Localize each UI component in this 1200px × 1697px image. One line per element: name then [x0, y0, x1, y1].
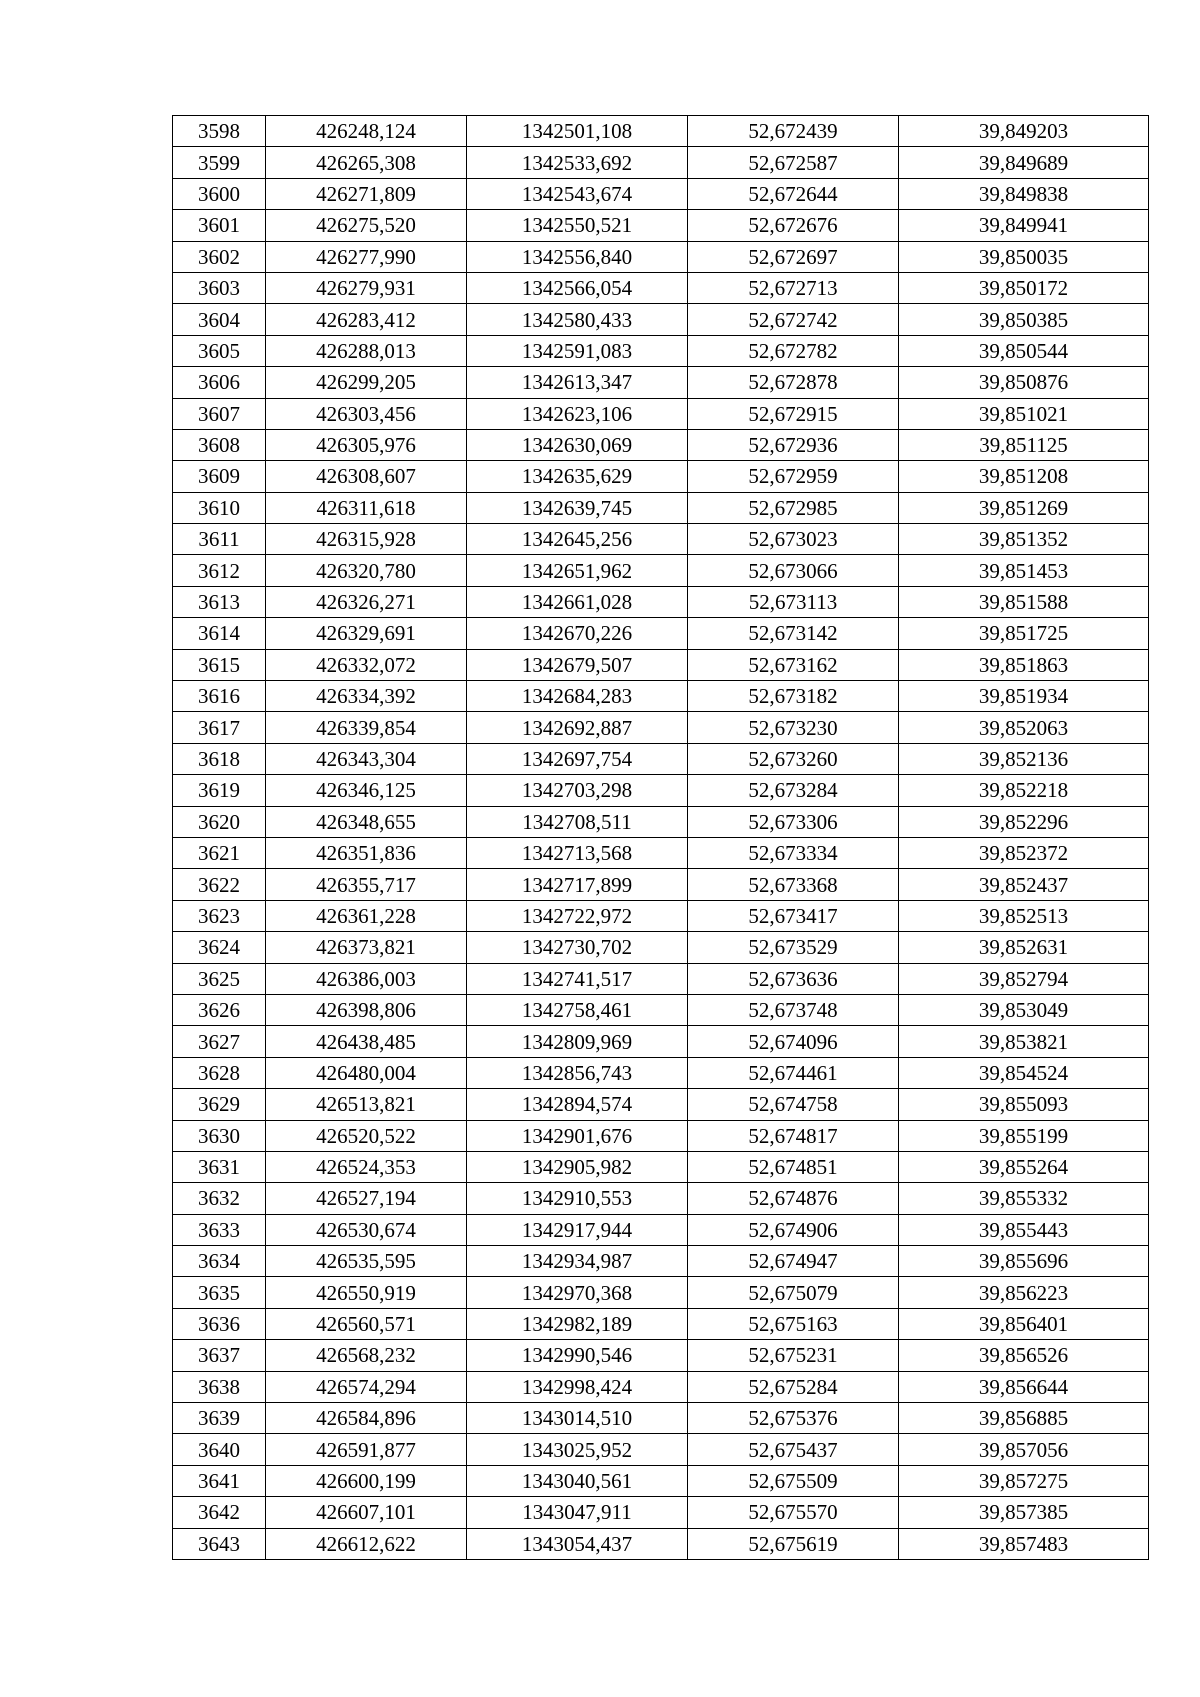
latitude-cell: 52,674758: [688, 1089, 899, 1120]
point-number-cell: 3641: [173, 1465, 266, 1496]
x-coordinate-cell: 426315,928: [266, 524, 467, 555]
longitude-cell: 39,852296: [899, 806, 1149, 837]
latitude-cell: 52,674096: [688, 1026, 899, 1057]
x-coordinate-cell: 426329,691: [266, 618, 467, 649]
longitude-cell: 39,850544: [899, 335, 1149, 366]
table-row: [173, 147, 1149, 178]
x-coordinate-cell: 426339,854: [266, 712, 467, 743]
point-number-cell: 3626: [173, 994, 266, 1025]
point-number-cell: 3622: [173, 869, 266, 900]
table-row: [173, 524, 1149, 555]
table-row: [173, 304, 1149, 335]
point-number-cell: 3602: [173, 241, 266, 272]
latitude-cell: 52,673142: [688, 618, 899, 649]
table-row: [173, 398, 1149, 429]
table-row: [173, 1246, 1149, 1277]
y-coordinate-cell: 1342635,629: [467, 461, 688, 492]
longitude-cell: 39,856644: [899, 1371, 1149, 1402]
y-coordinate-cell: 1342703,298: [467, 775, 688, 806]
point-number-cell: 3621: [173, 837, 266, 868]
table-row: [173, 963, 1149, 994]
latitude-cell: 52,675231: [688, 1340, 899, 1371]
latitude-cell: 52,672439: [688, 116, 899, 147]
y-coordinate-cell: 1342901,676: [467, 1120, 688, 1151]
y-coordinate-cell: 1342679,507: [467, 649, 688, 680]
latitude-cell: 52,673182: [688, 681, 899, 712]
x-coordinate-cell: 426308,607: [266, 461, 467, 492]
y-coordinate-cell: 1342998,424: [467, 1371, 688, 1402]
longitude-cell: 39,849203: [899, 116, 1149, 147]
y-coordinate-cell: 1343047,911: [467, 1497, 688, 1528]
longitude-cell: 39,851208: [899, 461, 1149, 492]
y-coordinate-cell: 1342910,553: [467, 1183, 688, 1214]
table-row: [173, 1089, 1149, 1120]
latitude-cell: 52,673023: [688, 524, 899, 555]
latitude-cell: 52,673334: [688, 837, 899, 868]
x-coordinate-cell: 426279,931: [266, 272, 467, 303]
latitude-cell: 52,673368: [688, 869, 899, 900]
point-number-cell: 3608: [173, 429, 266, 460]
y-coordinate-cell: 1342970,368: [467, 1277, 688, 1308]
longitude-cell: 39,852063: [899, 712, 1149, 743]
longitude-cell: 39,851453: [899, 555, 1149, 586]
longitude-cell: 39,849689: [899, 147, 1149, 178]
longitude-cell: 39,851588: [899, 586, 1149, 617]
point-number-cell: 3612: [173, 555, 266, 586]
x-coordinate-cell: 426277,990: [266, 241, 467, 272]
x-coordinate-cell: 426560,571: [266, 1308, 467, 1339]
point-number-cell: 3642: [173, 1497, 266, 1528]
point-number-cell: 3624: [173, 932, 266, 963]
x-coordinate-cell: 426311,618: [266, 492, 467, 523]
y-coordinate-cell: 1342556,840: [467, 241, 688, 272]
x-coordinate-cell: 426248,124: [266, 116, 467, 147]
table-row: [173, 586, 1149, 617]
x-coordinate-cell: 426346,125: [266, 775, 467, 806]
latitude-cell: 52,673230: [688, 712, 899, 743]
point-number-cell: 3601: [173, 210, 266, 241]
longitude-cell: 39,855332: [899, 1183, 1149, 1214]
y-coordinate-cell: 1342990,546: [467, 1340, 688, 1371]
latitude-cell: 52,673748: [688, 994, 899, 1025]
x-coordinate-cell: 426524,353: [266, 1151, 467, 1182]
table-row: [173, 1371, 1149, 1402]
table-row: [173, 1434, 1149, 1465]
y-coordinate-cell: 1342809,969: [467, 1026, 688, 1057]
y-coordinate-cell: 1342623,106: [467, 398, 688, 429]
table-row: [173, 555, 1149, 586]
y-coordinate-cell: 1342591,083: [467, 335, 688, 366]
point-number-cell: 3598: [173, 116, 266, 147]
x-coordinate-cell: 426530,674: [266, 1214, 467, 1245]
longitude-cell: 39,851269: [899, 492, 1149, 523]
longitude-cell: 39,849941: [899, 210, 1149, 241]
point-number-cell: 3643: [173, 1528, 266, 1559]
x-coordinate-cell: 426527,194: [266, 1183, 467, 1214]
latitude-cell: 52,673284: [688, 775, 899, 806]
table-row: [173, 1465, 1149, 1496]
latitude-cell: 52,672878: [688, 367, 899, 398]
longitude-cell: 39,856885: [899, 1403, 1149, 1434]
longitude-cell: 39,851021: [899, 398, 1149, 429]
x-coordinate-cell: 426305,976: [266, 429, 467, 460]
longitude-cell: 39,850035: [899, 241, 1149, 272]
x-coordinate-cell: 426612,622: [266, 1528, 467, 1559]
y-coordinate-cell: 1342533,692: [467, 147, 688, 178]
point-number-cell: 3640: [173, 1434, 266, 1465]
y-coordinate-cell: 1342670,226: [467, 618, 688, 649]
longitude-cell: 39,856223: [899, 1277, 1149, 1308]
table-row: [173, 649, 1149, 680]
latitude-cell: 52,673636: [688, 963, 899, 994]
latitude-cell: 52,674906: [688, 1214, 899, 1245]
x-coordinate-cell: 426520,522: [266, 1120, 467, 1151]
latitude-cell: 52,673066: [688, 555, 899, 586]
x-coordinate-cell: 426568,232: [266, 1340, 467, 1371]
longitude-cell: 39,849838: [899, 178, 1149, 209]
point-number-cell: 3635: [173, 1277, 266, 1308]
point-number-cell: 3609: [173, 461, 266, 492]
x-coordinate-cell: 426299,205: [266, 367, 467, 398]
table-body: [173, 116, 1149, 1560]
y-coordinate-cell: 1342566,054: [467, 272, 688, 303]
table-row: [173, 241, 1149, 272]
y-coordinate-cell: 1342982,189: [467, 1308, 688, 1339]
y-coordinate-cell: 1342758,461: [467, 994, 688, 1025]
point-number-cell: 3604: [173, 304, 266, 335]
point-number-cell: 3629: [173, 1089, 266, 1120]
point-number-cell: 3639: [173, 1403, 266, 1434]
table-row: [173, 116, 1149, 147]
table-row: [173, 932, 1149, 963]
y-coordinate-cell: 1342550,521: [467, 210, 688, 241]
y-coordinate-cell: 1342645,256: [467, 524, 688, 555]
point-number-cell: 3614: [173, 618, 266, 649]
x-coordinate-cell: 426607,101: [266, 1497, 467, 1528]
point-number-cell: 3623: [173, 900, 266, 931]
table-row: [173, 1308, 1149, 1339]
longitude-cell: 39,851863: [899, 649, 1149, 680]
table-row: [173, 618, 1149, 649]
point-number-cell: 3625: [173, 963, 266, 994]
x-coordinate-cell: 426275,520: [266, 210, 467, 241]
latitude-cell: 52,675509: [688, 1465, 899, 1496]
y-coordinate-cell: 1342651,962: [467, 555, 688, 586]
latitude-cell: 52,673260: [688, 743, 899, 774]
x-coordinate-cell: 426361,228: [266, 900, 467, 931]
point-number-cell: 3599: [173, 147, 266, 178]
latitude-cell: 52,673529: [688, 932, 899, 963]
x-coordinate-cell: 426332,072: [266, 649, 467, 680]
latitude-cell: 52,672587: [688, 147, 899, 178]
longitude-cell: 39,855093: [899, 1089, 1149, 1120]
latitude-cell: 52,672959: [688, 461, 899, 492]
y-coordinate-cell: 1342630,069: [467, 429, 688, 460]
point-number-cell: 3634: [173, 1246, 266, 1277]
table-row: [173, 1214, 1149, 1245]
latitude-cell: 52,674947: [688, 1246, 899, 1277]
latitude-cell: 52,672915: [688, 398, 899, 429]
table-row: [173, 461, 1149, 492]
longitude-cell: 39,853049: [899, 994, 1149, 1025]
y-coordinate-cell: 1342894,574: [467, 1089, 688, 1120]
point-number-cell: 3631: [173, 1151, 266, 1182]
longitude-cell: 39,850172: [899, 272, 1149, 303]
point-number-cell: 3637: [173, 1340, 266, 1371]
x-coordinate-cell: 426303,456: [266, 398, 467, 429]
longitude-cell: 39,856401: [899, 1308, 1149, 1339]
x-coordinate-cell: 426480,004: [266, 1057, 467, 1088]
point-number-cell: 3617: [173, 712, 266, 743]
latitude-cell: 52,673306: [688, 806, 899, 837]
latitude-cell: 52,674461: [688, 1057, 899, 1088]
longitude-cell: 39,855264: [899, 1151, 1149, 1182]
point-number-cell: 3630: [173, 1120, 266, 1151]
latitude-cell: 52,672713: [688, 272, 899, 303]
table-row: [173, 1528, 1149, 1559]
point-number-cell: 3613: [173, 586, 266, 617]
table-row: [173, 1497, 1149, 1528]
x-coordinate-cell: 426283,412: [266, 304, 467, 335]
longitude-cell: 39,852372: [899, 837, 1149, 868]
latitude-cell: 52,674817: [688, 1120, 899, 1151]
longitude-cell: 39,851352: [899, 524, 1149, 555]
y-coordinate-cell: 1342639,745: [467, 492, 688, 523]
x-coordinate-cell: 426398,806: [266, 994, 467, 1025]
x-coordinate-cell: 426550,919: [266, 1277, 467, 1308]
latitude-cell: 52,674851: [688, 1151, 899, 1182]
point-number-cell: 3615: [173, 649, 266, 680]
point-number-cell: 3607: [173, 398, 266, 429]
point-number-cell: 3616: [173, 681, 266, 712]
x-coordinate-cell: 426574,294: [266, 1371, 467, 1402]
point-number-cell: 3611: [173, 524, 266, 555]
y-coordinate-cell: 1342856,743: [467, 1057, 688, 1088]
latitude-cell: 52,673162: [688, 649, 899, 680]
table-row: [173, 712, 1149, 743]
coordinates-table: [172, 115, 1149, 1560]
x-coordinate-cell: 426334,392: [266, 681, 467, 712]
point-number-cell: 3605: [173, 335, 266, 366]
table-row: [173, 367, 1149, 398]
table-row: [173, 900, 1149, 931]
x-coordinate-cell: 426320,780: [266, 555, 467, 586]
y-coordinate-cell: 1342934,987: [467, 1246, 688, 1277]
table-row: [173, 1057, 1149, 1088]
longitude-cell: 39,857056: [899, 1434, 1149, 1465]
x-coordinate-cell: 426584,896: [266, 1403, 467, 1434]
y-coordinate-cell: 1343025,952: [467, 1434, 688, 1465]
longitude-cell: 39,855199: [899, 1120, 1149, 1151]
point-number-cell: 3606: [173, 367, 266, 398]
longitude-cell: 39,852513: [899, 900, 1149, 931]
point-number-cell: 3619: [173, 775, 266, 806]
longitude-cell: 39,851125: [899, 429, 1149, 460]
y-coordinate-cell: 1342580,433: [467, 304, 688, 335]
longitude-cell: 39,855443: [899, 1214, 1149, 1245]
y-coordinate-cell: 1342917,944: [467, 1214, 688, 1245]
table-row: [173, 1403, 1149, 1434]
y-coordinate-cell: 1343054,437: [467, 1528, 688, 1559]
table-row: [173, 743, 1149, 774]
x-coordinate-cell: 426600,199: [266, 1465, 467, 1496]
y-coordinate-cell: 1342613,347: [467, 367, 688, 398]
point-number-cell: 3620: [173, 806, 266, 837]
y-coordinate-cell: 1343040,561: [467, 1465, 688, 1496]
longitude-cell: 39,853821: [899, 1026, 1149, 1057]
point-number-cell: 3618: [173, 743, 266, 774]
x-coordinate-cell: 426355,717: [266, 869, 467, 900]
table-row: [173, 335, 1149, 366]
point-number-cell: 3636: [173, 1308, 266, 1339]
table-row: [173, 210, 1149, 241]
x-coordinate-cell: 426343,304: [266, 743, 467, 774]
latitude-cell: 52,675376: [688, 1403, 899, 1434]
longitude-cell: 39,851725: [899, 618, 1149, 649]
table-row: [173, 869, 1149, 900]
longitude-cell: 39,854524: [899, 1057, 1149, 1088]
point-number-cell: 3610: [173, 492, 266, 523]
x-coordinate-cell: 426265,308: [266, 147, 467, 178]
table-row: [173, 806, 1149, 837]
latitude-cell: 52,675163: [688, 1308, 899, 1339]
y-coordinate-cell: 1342692,887: [467, 712, 688, 743]
x-coordinate-cell: 426348,655: [266, 806, 467, 837]
longitude-cell: 39,852218: [899, 775, 1149, 806]
table-row: [173, 1183, 1149, 1214]
latitude-cell: 52,675284: [688, 1371, 899, 1402]
longitude-cell: 39,850385: [899, 304, 1149, 335]
table-row: [173, 178, 1149, 209]
x-coordinate-cell: 426373,821: [266, 932, 467, 963]
y-coordinate-cell: 1342684,283: [467, 681, 688, 712]
point-number-cell: 3600: [173, 178, 266, 209]
table-row: [173, 1151, 1149, 1182]
latitude-cell: 52,673417: [688, 900, 899, 931]
latitude-cell: 52,672697: [688, 241, 899, 272]
y-coordinate-cell: 1342697,754: [467, 743, 688, 774]
latitude-cell: 52,675619: [688, 1528, 899, 1559]
longitude-cell: 39,857483: [899, 1528, 1149, 1559]
x-coordinate-cell: 426535,595: [266, 1246, 467, 1277]
longitude-cell: 39,851934: [899, 681, 1149, 712]
latitude-cell: 52,673113: [688, 586, 899, 617]
longitude-cell: 39,856526: [899, 1340, 1149, 1371]
x-coordinate-cell: 426351,836: [266, 837, 467, 868]
latitude-cell: 52,675437: [688, 1434, 899, 1465]
longitude-cell: 39,855696: [899, 1246, 1149, 1277]
y-coordinate-cell: 1342730,702: [467, 932, 688, 963]
y-coordinate-cell: 1342713,568: [467, 837, 688, 868]
point-number-cell: 3627: [173, 1026, 266, 1057]
x-coordinate-cell: 426591,877: [266, 1434, 467, 1465]
latitude-cell: 52,672782: [688, 335, 899, 366]
y-coordinate-cell: 1342661,028: [467, 586, 688, 617]
x-coordinate-cell: 426438,485: [266, 1026, 467, 1057]
table-row: [173, 1277, 1149, 1308]
point-number-cell: 3603: [173, 272, 266, 303]
point-number-cell: 3632: [173, 1183, 266, 1214]
y-coordinate-cell: 1342543,674: [467, 178, 688, 209]
latitude-cell: 52,675079: [688, 1277, 899, 1308]
table-row: [173, 1340, 1149, 1371]
longitude-cell: 39,857385: [899, 1497, 1149, 1528]
point-number-cell: 3638: [173, 1371, 266, 1402]
table-row: [173, 994, 1149, 1025]
latitude-cell: 52,672644: [688, 178, 899, 209]
x-coordinate-cell: 426386,003: [266, 963, 467, 994]
longitude-cell: 39,857275: [899, 1465, 1149, 1496]
longitude-cell: 39,852794: [899, 963, 1149, 994]
point-number-cell: 3633: [173, 1214, 266, 1245]
longitude-cell: 39,850876: [899, 367, 1149, 398]
latitude-cell: 52,672676: [688, 210, 899, 241]
table-row: [173, 837, 1149, 868]
point-number-cell: 3628: [173, 1057, 266, 1088]
y-coordinate-cell: 1342905,982: [467, 1151, 688, 1182]
table-row: [173, 775, 1149, 806]
latitude-cell: 52,672985: [688, 492, 899, 523]
x-coordinate-cell: 426288,013: [266, 335, 467, 366]
latitude-cell: 52,674876: [688, 1183, 899, 1214]
y-coordinate-cell: 1342722,972: [467, 900, 688, 931]
table-row: [173, 681, 1149, 712]
y-coordinate-cell: 1342741,517: [467, 963, 688, 994]
table-row: [173, 492, 1149, 523]
longitude-cell: 39,852631: [899, 932, 1149, 963]
latitude-cell: 52,672742: [688, 304, 899, 335]
x-coordinate-cell: 426271,809: [266, 178, 467, 209]
y-coordinate-cell: 1342708,511: [467, 806, 688, 837]
x-coordinate-cell: 426326,271: [266, 586, 467, 617]
y-coordinate-cell: 1342501,108: [467, 116, 688, 147]
longitude-cell: 39,852437: [899, 869, 1149, 900]
table-row: [173, 429, 1149, 460]
table-row: [173, 272, 1149, 303]
table-row: [173, 1120, 1149, 1151]
y-coordinate-cell: 1342717,899: [467, 869, 688, 900]
latitude-cell: 52,675570: [688, 1497, 899, 1528]
x-coordinate-cell: 426513,821: [266, 1089, 467, 1120]
y-coordinate-cell: 1343014,510: [467, 1403, 688, 1434]
longitude-cell: 39,852136: [899, 743, 1149, 774]
table-row: [173, 1026, 1149, 1057]
latitude-cell: 52,672936: [688, 429, 899, 460]
